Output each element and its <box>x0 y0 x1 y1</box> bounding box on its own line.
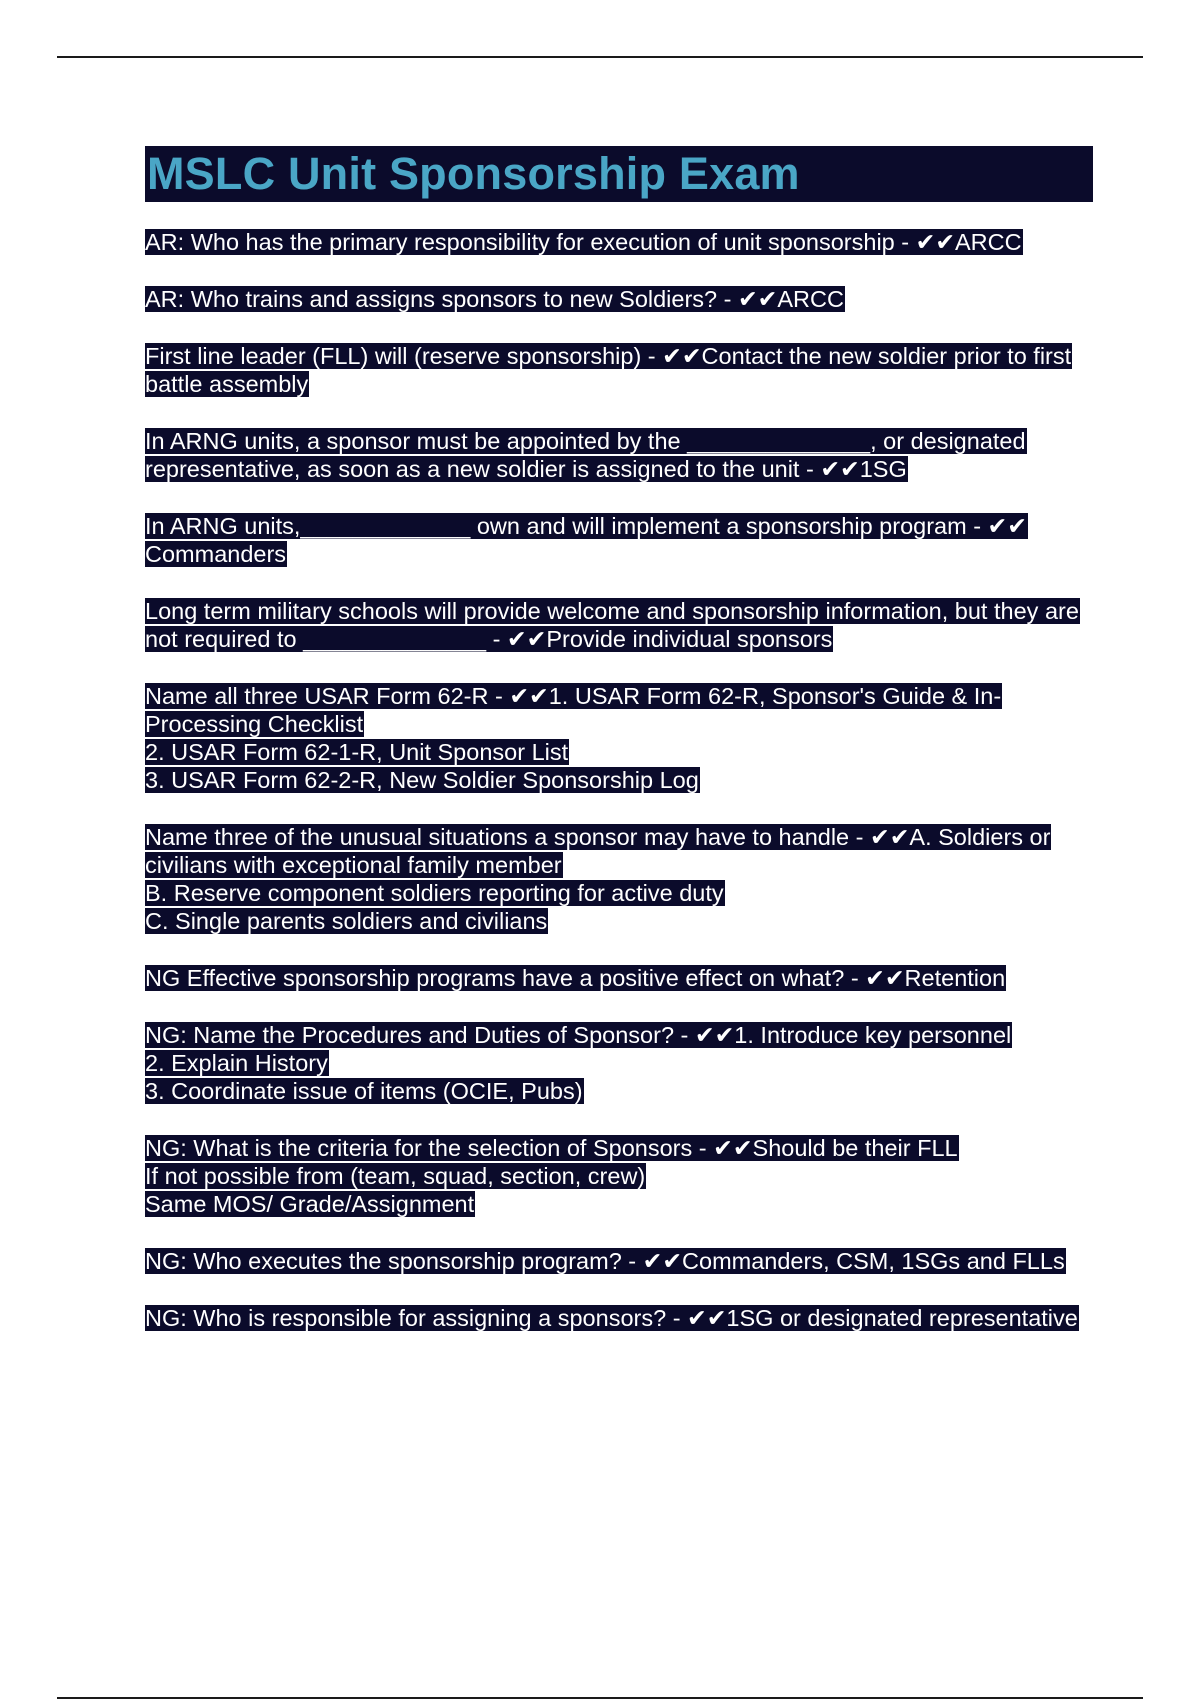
qa-line <box>145 1190 1095 1218</box>
qa-item <box>145 228 1095 256</box>
qa-item <box>145 1021 1095 1105</box>
qa-line <box>145 766 1095 794</box>
qa-line-text: Long term military schools will provide welcome and sponsorship information, but they are not required to ______________ - ✔✔Provide individual sponsors <box>145 598 1079 652</box>
qa-line <box>145 1162 1095 1190</box>
qa-line <box>145 1304 1095 1332</box>
qa-item <box>145 682 1095 794</box>
qa-item <box>145 1304 1095 1332</box>
top-rule <box>57 56 1143 58</box>
qa-line <box>145 907 1095 935</box>
title-bar <box>145 146 1093 202</box>
qa-line-text: Name three of the unusual situations a sponsor may have to handle - ✔✔A. Soldiers or civilians with exceptional family member <box>145 824 1051 878</box>
qa-line-text: NG: What is the criteria for the selection of Sponsors - ✔✔Should be their FLL <box>145 1135 958 1161</box>
qa-line-text: AR: Who has the primary responsibility for execution of unit sponsorship - ✔✔ARCC <box>145 229 1022 255</box>
qa-line <box>145 342 1095 398</box>
qa-line-text: First line leader (FLL) will (reserve sponsorship) - ✔✔Contact the new soldier prior to first battle assembly <box>145 343 1072 397</box>
page-title: MSLC Unit Sponsorship Exam <box>147 148 800 199</box>
qa-line <box>145 682 1095 738</box>
qa-line-text: 3. Coordinate issue of items (OCIE, Pubs) <box>145 1078 583 1104</box>
bottom-rule <box>57 1697 1143 1699</box>
qa-line <box>145 879 1095 907</box>
qa-line-text: NG: Who is responsible for assigning a sponsors? - ✔✔1SG or designated representative <box>145 1305 1078 1331</box>
qa-list <box>145 228 1095 1332</box>
qa-line <box>145 1049 1095 1077</box>
qa-line <box>145 285 1095 313</box>
qa-item <box>145 285 1095 313</box>
qa-line <box>145 597 1095 653</box>
qa-line-text: Name all three USAR Form 62-R - ✔✔1. USAR Form 62-R, Sponsor's Guide & In-Processing Checklist <box>145 683 1002 737</box>
qa-line-text: AR: Who trains and assigns sponsors to new Soldiers? - ✔✔ARCC <box>145 286 844 312</box>
qa-line <box>145 823 1095 879</box>
qa-line <box>145 1021 1095 1049</box>
qa-line <box>145 427 1095 483</box>
qa-line <box>145 964 1095 992</box>
qa-line-text: NG Effective sponsorship programs have a positive effect on what? - ✔✔Retention <box>145 965 1006 991</box>
qa-line <box>145 1247 1095 1275</box>
qa-item <box>145 342 1095 398</box>
qa-line-text: 2. Explain History <box>145 1050 328 1076</box>
qa-item <box>145 1134 1095 1218</box>
qa-line <box>145 1134 1095 1162</box>
qa-line-text: If not possible from (team, squad, section, crew) <box>145 1163 646 1189</box>
qa-line <box>145 1077 1095 1105</box>
qa-item <box>145 512 1095 568</box>
qa-line-text: NG: Who executes the sponsorship program? - ✔✔Commanders, CSM, 1SGs and FLLs <box>145 1248 1065 1274</box>
qa-line-text: In ARNG units,_____________ own and will implement a sponsorship program - ✔✔ Commanders <box>145 513 1027 567</box>
qa-item <box>145 427 1095 483</box>
qa-line-text: C. Single parents soldiers and civilians <box>145 908 548 934</box>
qa-line-text: NG: Name the Procedures and Duties of Sponsor? - ✔✔1. Introduce key personnel <box>145 1022 1012 1048</box>
qa-line-text: In ARNG units, a sponsor must be appointed by the ______________, or designated representative, as soon as a new soldier is assigned to the unit - ✔✔1SG <box>145 428 1026 482</box>
qa-item <box>145 1247 1095 1275</box>
qa-line-text: B. Reserve component soldiers reporting for active duty <box>145 880 724 906</box>
qa-line <box>145 512 1095 568</box>
qa-item <box>145 964 1095 992</box>
qa-line-text: Same MOS/ Grade/Assignment <box>145 1191 475 1217</box>
qa-line-text: 3. USAR Form 62-2-R, New Soldier Sponsorship Log <box>145 767 699 793</box>
qa-item <box>145 823 1095 935</box>
qa-line-text: 2. USAR Form 62-1-R, Unit Sponsor List <box>145 739 569 765</box>
document-body <box>145 146 1095 1361</box>
qa-item <box>145 597 1095 653</box>
qa-line <box>145 228 1095 256</box>
qa-line <box>145 738 1095 766</box>
